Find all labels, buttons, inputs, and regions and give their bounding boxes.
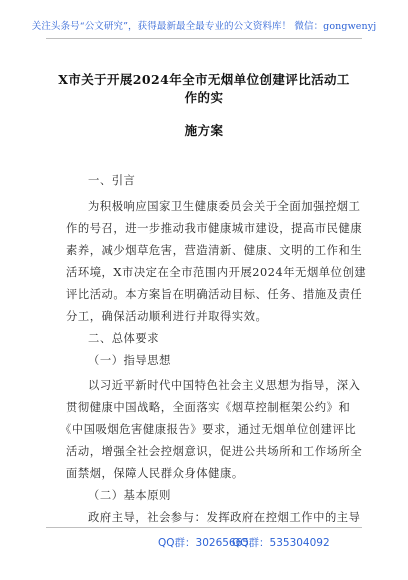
document-title-line-1: X市关于开展2024年全市无烟单位创建评比活动工作的实 bbox=[58, 72, 350, 105]
subheading-guiding-thought: （一）指导思想 bbox=[88, 354, 171, 367]
body-line: 作的号召，进一步推动我市健康城市建设，提高市民健康 bbox=[66, 222, 363, 235]
footer-divider bbox=[46, 527, 362, 528]
header-note: 关注头条号“公文研究”，获得最新最全最专业的公文资料库！ 微信：gongwenyj bbox=[31, 21, 377, 32]
subheading-basic-principles: （二）基本原则 bbox=[88, 489, 171, 502]
body-line: 贯彻健康中国战略，全面落实《烟草控制框架公约》和 bbox=[66, 401, 351, 414]
body-line: 分工，确保活动顺利进行并取得实效。 bbox=[66, 310, 268, 323]
body-line: 政府主导，社会参与：发挥政府在控烟工作中的主导 bbox=[88, 511, 361, 524]
section-heading-intro: 一、引言 bbox=[88, 174, 136, 187]
document-title-line-2: 施方案 bbox=[184, 123, 224, 138]
footer-qq-group-2: QQ群：535304092 bbox=[232, 537, 330, 549]
section-heading-general: 二、总体要求 bbox=[88, 332, 160, 345]
body-line: 评比活动。本方案旨在明确活动目标、任务、措施及责任 bbox=[66, 288, 363, 301]
header-divider bbox=[46, 38, 362, 39]
body-line: 《中国吸烟危害健康报告》要求，通过无烟单位创建评比 bbox=[60, 423, 357, 436]
body-line: 为积极响应国家卫生健康委员会关于全面加强控烟工 bbox=[88, 200, 361, 213]
footer-qq-group-1: QQ群：30265665 bbox=[158, 537, 249, 549]
body-line: 活动，增强全社会控烟意识，促进公共场所和工作场所全 bbox=[66, 445, 363, 458]
body-line: 以习近平新时代中国特色社会主义思想为指导，深入 bbox=[88, 379, 361, 392]
body-line: 面禁烟，保障人民群众身体健康。 bbox=[66, 467, 244, 480]
body-line: 活环境，X市决定在全市范围内开展2024年无烟单位创建 bbox=[66, 266, 367, 279]
body-line: 素养，减少烟草危害，营造清新、健康、文明的工作和生 bbox=[66, 244, 363, 257]
